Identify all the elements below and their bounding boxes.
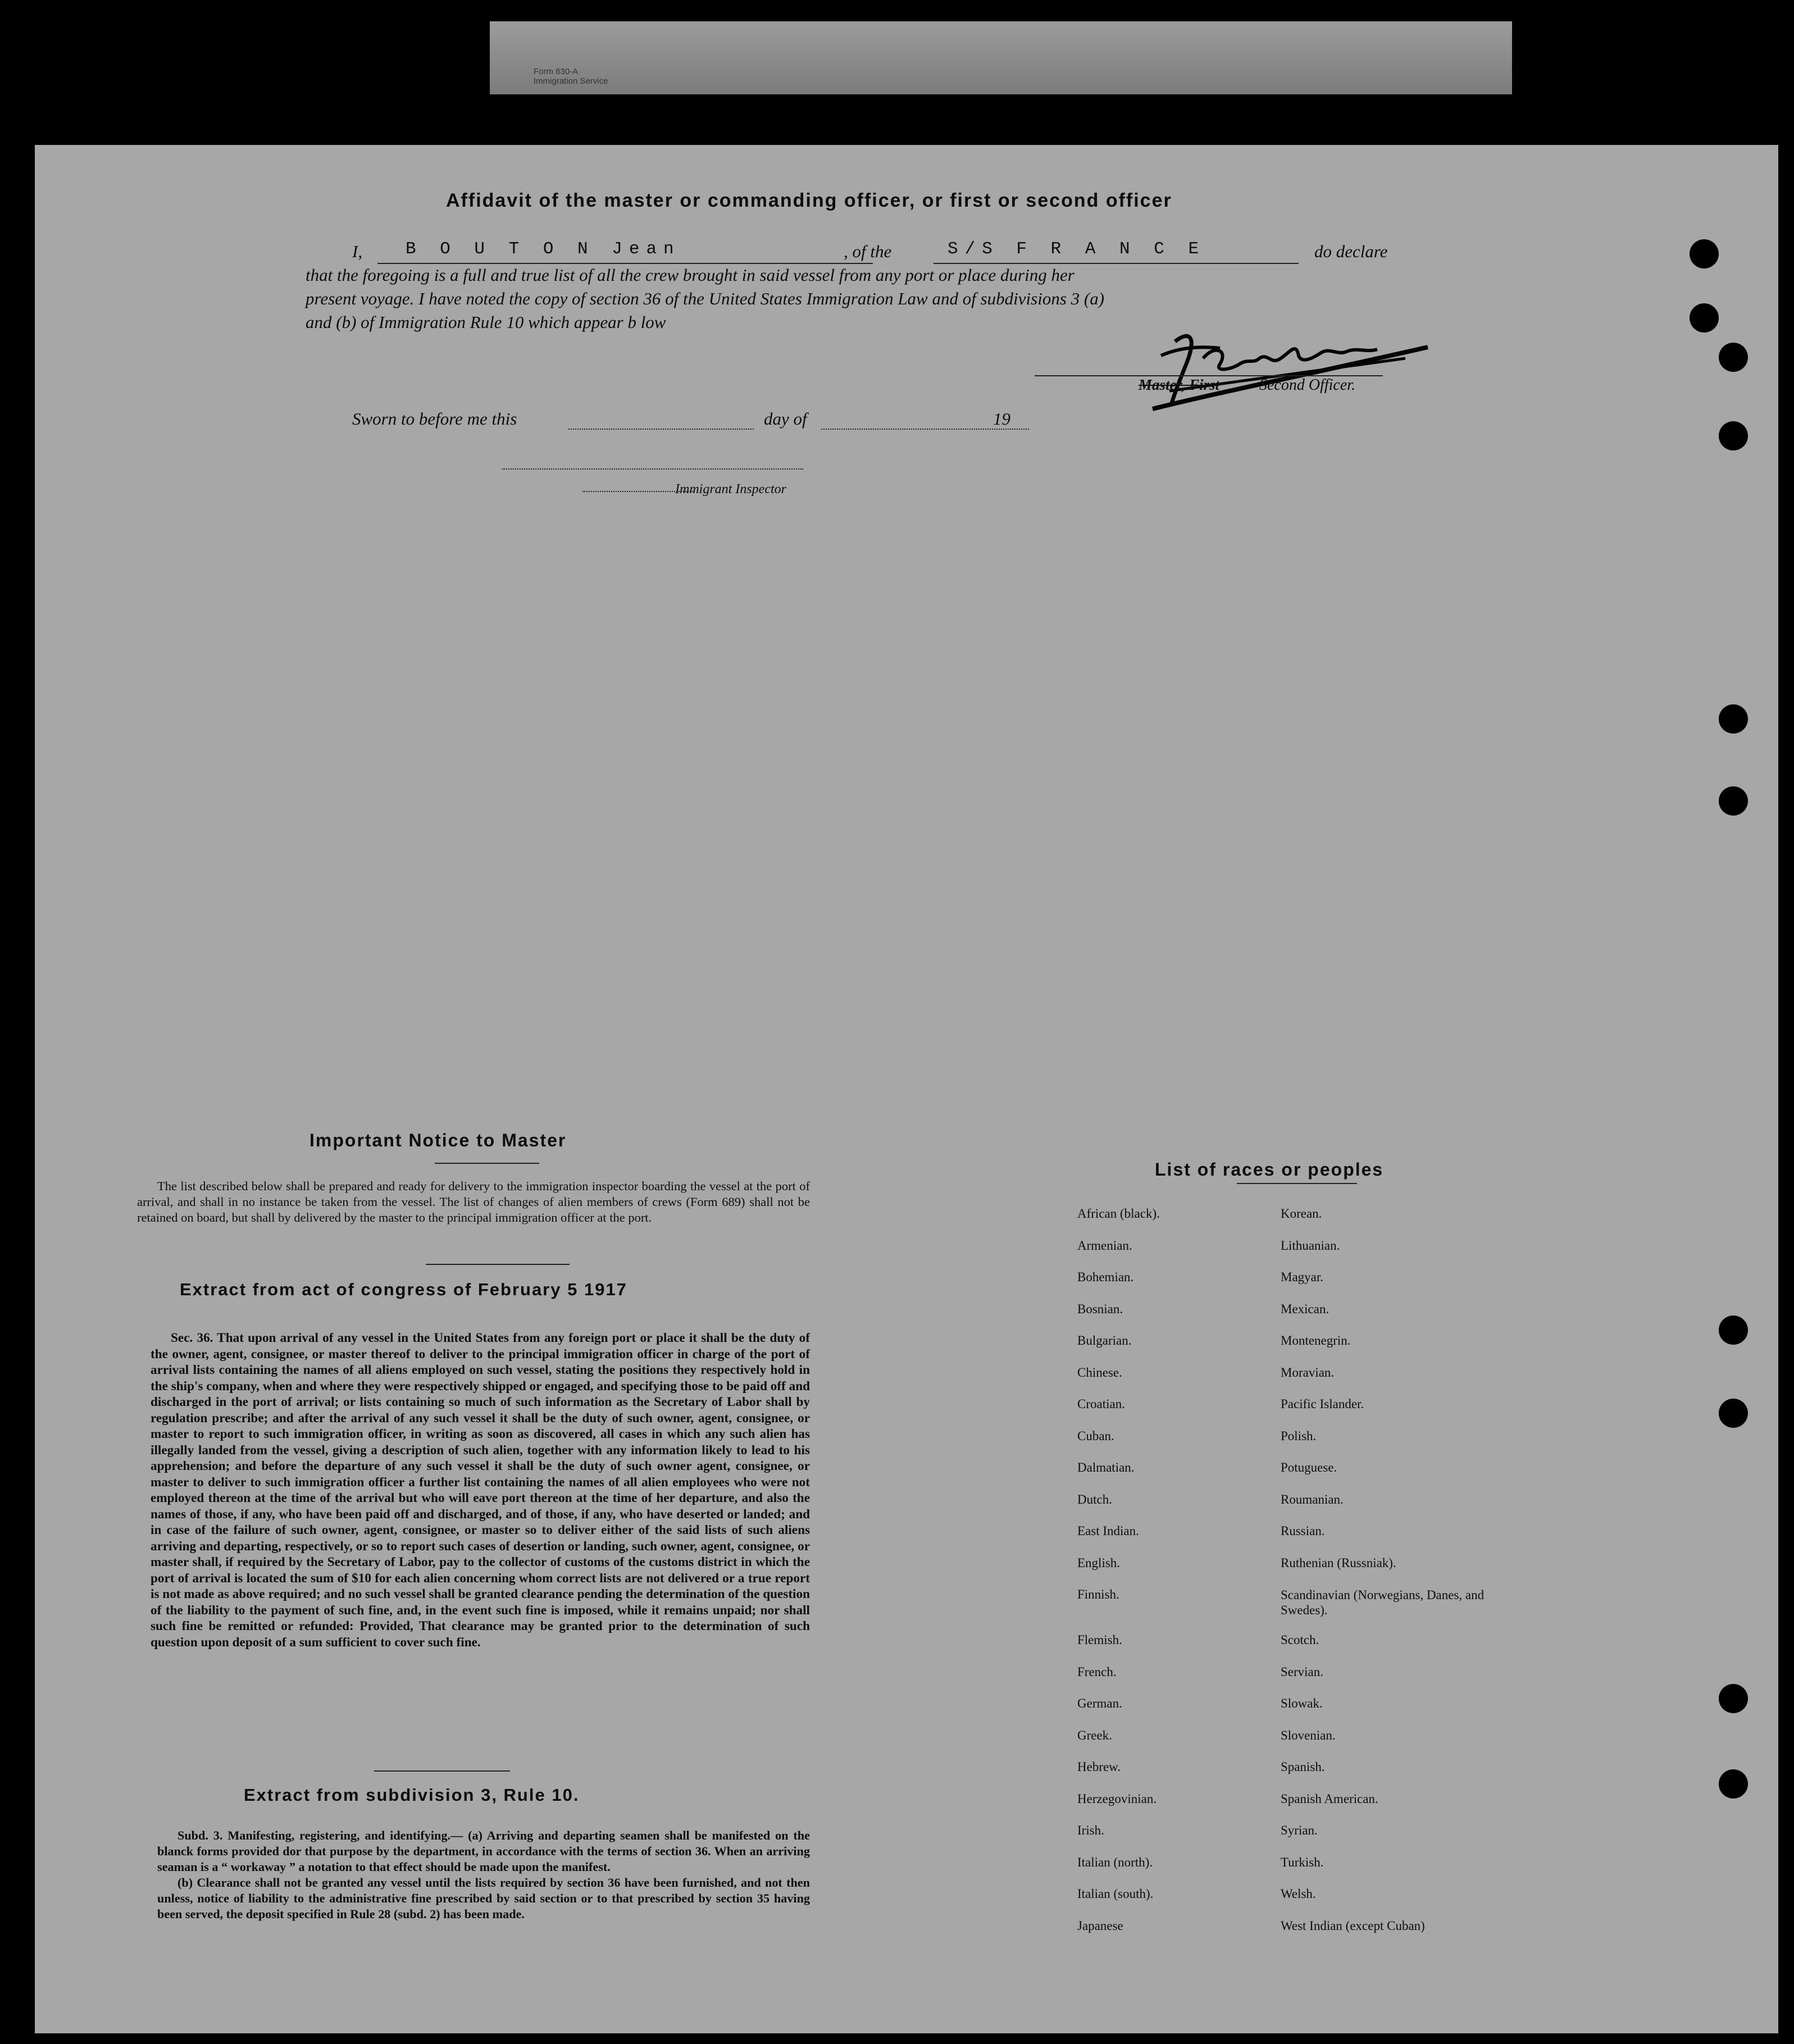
race-item: Ruthenian (Russniak). — [1281, 1555, 1396, 1570]
races-title: List of races or peoples — [1155, 1159, 1384, 1180]
race-item: Herzegovinian. — [1077, 1791, 1157, 1806]
affidavit-of-the-label: , of the — [844, 242, 892, 261]
notice-paragraph: The list described below shall be prepared and ready for delivery to the immigration inspector boarding the vessel at the port of arrival, and shall in no instance be taken from the vessel. The list of changes of alien members of crews (Form 689) shall not be retained on board, but shall by delivered by the master to the principal immigration officer at the port. — [137, 1179, 810, 1225]
vessel-underline — [934, 263, 1299, 264]
officer-signature — [1136, 325, 1450, 415]
race-item: Bosnian. — [1077, 1301, 1123, 1316]
binder-hole — [1719, 704, 1748, 734]
races-title-underline — [1237, 1183, 1357, 1184]
race-item: Greek. — [1077, 1728, 1112, 1742]
notice-title-rule — [435, 1163, 539, 1164]
binder-hole — [1719, 343, 1748, 372]
binder-hole — [1719, 1399, 1748, 1428]
rule-extract-text — [157, 1828, 810, 1922]
officer-name-underline — [377, 263, 873, 264]
race-item: Syrian. — [1281, 1823, 1318, 1837]
rule-extract-paragraph-b: (b) Clearance shall not be granted any vessel until the lists required by section 36 have been furnished, and not then unless, notice of liability to the administrative fine prescribed by said section or to that prescribed by section 35 having been served, the deposit specified in Rule 28 (subd. 2) has been made. — [157, 1875, 810, 1921]
affidavit-text-line2: that the foregoing is a full and true list of all the crew brought in said vessel from any port or place during her — [306, 265, 1074, 285]
race-item: German. — [1077, 1696, 1122, 1710]
act-extract-end-rule — [374, 1770, 510, 1772]
race-item: Croatian. — [1077, 1397, 1125, 1411]
race-item: Bohemian. — [1077, 1270, 1134, 1284]
affidavit-title: Affidavit of the master or commanding officer, or first or second officer — [446, 190, 1172, 211]
race-item: Chinese. — [1077, 1365, 1122, 1380]
race-item: Welsh. — [1281, 1887, 1316, 1901]
act-extract-title: Extract from act of congress of February 5 1917 — [180, 1280, 627, 1299]
form-tab-line1: Form 630-A — [534, 67, 579, 76]
race-item: East Indian. — [1077, 1524, 1139, 1538]
race-item: African (black). — [1077, 1207, 1160, 1221]
race-item: Dutch. — [1077, 1492, 1112, 1506]
race-item: Pacific Islander. — [1281, 1397, 1364, 1411]
race-item: Cuban. — [1077, 1428, 1114, 1443]
form-tab-label — [534, 67, 608, 86]
document-page — [35, 145, 1778, 2033]
race-item: Dalmatian. — [1077, 1460, 1135, 1474]
officer-title: Second Officer. — [1259, 376, 1356, 394]
rule-extract-title: Extract from subdivision 3, Rule 10. — [244, 1785, 580, 1805]
binder-hole — [1719, 421, 1748, 450]
day-of-label: day of — [764, 409, 807, 429]
race-item: Korean. — [1281, 1207, 1322, 1221]
race-item: Roumanian. — [1281, 1492, 1344, 1506]
binder-hole — [1719, 1684, 1748, 1713]
notice-title: Important Notice to Master — [309, 1130, 567, 1150]
inspector-label: Immigrant Inspector — [675, 482, 786, 497]
race-item: Bulgarian. — [1077, 1333, 1132, 1348]
binder-hole — [1719, 1315, 1748, 1345]
sworn-label: Sworn to before me this — [352, 409, 517, 429]
binder-hole — [1690, 303, 1719, 333]
race-item: Irish. — [1077, 1823, 1104, 1837]
race-item: Montenegrin. — [1281, 1333, 1351, 1348]
act-extract-paragraph: Sec. 36. That upon arrival of any vessel in the United States from any foreign port or place it shall be the duty of the owner, agent, consignee, or master thereof to deliver to the principal immigration officer in charge of the port of arrival lists containing the names of all aliens employed on such vessel, stating the positions they respectively hold in the ship's company, when and where they were respectively shipped or engaged, and specifying those to be paid off and discharged in the port of arrival; or lists containing so much of such information as the Secretary of Labor shall by regulation prescribe; and after the arrival of any such vessel it shall be the duty of such owner, agent, consignee, or master to report to such immigration officer, in writing as soon as discovered, all cases in which any such alien has illegally landed from the vessel, giving a description of such alien, together with any information likely to lead to his apprehension; and before the departure of any such vessel it shall be the duty of such owner agent, consignee, or master to deliver to such immigration officer a further list containing the names of all alien employees who were not employed thereon at the time of the arrival but who will eave port thereon at the time of her departure, and also the names of those, if any, who have been paid off and discharged, and of those, if any, who have deserted or landed; and in case of the failure of such owner, agent, consignee, or master so to deliver either of the said lists of such aliens arriving and departing, respectively, or so to report such cases of desertion or landing, such owner, agent, consignee, or master shall, if required by the Secretary of Labor, pay to the collector of customs of the customs district in which the port of arrival is located the sum of $10 for each alien concerning whom correct lists are not delivered or a true report is not made as above required; and no such vessel shall be granted clearance pending the determination of the question of the liability to the payment of such fine, and, in the event such fine is imposed, while it remains unpaid; nor shall such fine be remitted or refunded: Provided, That clearance may be granted prior to the determination of such question upon deposit of a sum sufficient to cover such fine. — [151, 1331, 810, 1650]
form-tab — [490, 21, 1512, 94]
binder-hole — [1690, 239, 1719, 268]
race-item: Italian (south). — [1077, 1887, 1154, 1901]
race-item: Mexican. — [1281, 1301, 1329, 1316]
affidavit-i-label: I, — [352, 242, 363, 261]
race-item: Spanish. — [1281, 1760, 1325, 1774]
affidavit-declare-label: do declare — [1314, 242, 1388, 261]
notice-end-rule — [426, 1264, 570, 1265]
race-item: Russian. — [1281, 1524, 1325, 1538]
inspector-signature-line — [502, 468, 803, 470]
affidavit-text-line4: and (b) of Immigration Rule 10 which appear b low — [306, 312, 666, 332]
race-item: Italian (north). — [1077, 1855, 1153, 1869]
race-item: Spanish American. — [1281, 1791, 1378, 1806]
race-item: Turkish. — [1281, 1855, 1324, 1869]
race-item: Flemish. — [1077, 1633, 1122, 1647]
race-item: Magyar. — [1281, 1270, 1324, 1284]
race-item: Servian. — [1281, 1664, 1324, 1679]
race-item: Hebrew. — [1077, 1760, 1121, 1774]
race-item: English. — [1077, 1555, 1121, 1570]
race-item: Scandinavian (Norwegians, Danes, and Swedes). — [1281, 1588, 1485, 1617]
race-item: French. — [1077, 1664, 1117, 1679]
vessel-name: S/S F R A N C E — [948, 239, 1206, 259]
race-item: Japanese — [1077, 1918, 1123, 1933]
race-item: Lithuanian. — [1281, 1238, 1340, 1253]
race-item: Slovenian. — [1281, 1728, 1336, 1742]
race-item: Slowak. — [1281, 1696, 1323, 1710]
binder-hole — [1719, 786, 1748, 816]
race-item: Polish. — [1281, 1428, 1317, 1443]
race-item: West Indian (except Cuban) — [1281, 1918, 1425, 1933]
rule-extract-paragraph-a: Subd. 3. Manifesting, registering, and identifying.— (a) Arriving and departing seamen shall be manifested on the blanck forms provided dor that purpose by the department, in accordance with the terms of section 36. When an arriving seaman is a “ workaway ” a notation to that effect should be made upon the manifest. — [157, 1828, 810, 1874]
officer-name: B O U T O N Jean — [406, 239, 681, 259]
act-extract-text — [151, 1330, 810, 1650]
struck-officer-title: Master, First — [1139, 376, 1220, 393]
form-tab-line2: Immigration Service — [534, 76, 608, 86]
year-label: 19 — [993, 409, 1010, 429]
notice-text — [137, 1178, 810, 1226]
race-item: Potuguese. — [1281, 1460, 1337, 1474]
race-item: Moravian. — [1281, 1365, 1335, 1380]
affidavit-text-line3: present voyage. I have noted the copy of section 36 of the United States Immigration Law and of subdivisions 3 (a) — [306, 289, 1105, 308]
race-item: Armenian. — [1077, 1238, 1132, 1253]
race-item: Scotch. — [1281, 1633, 1319, 1647]
race-item: Finnish. — [1077, 1587, 1119, 1601]
binder-hole — [1719, 1769, 1748, 1799]
sworn-day-blank — [568, 429, 754, 430]
